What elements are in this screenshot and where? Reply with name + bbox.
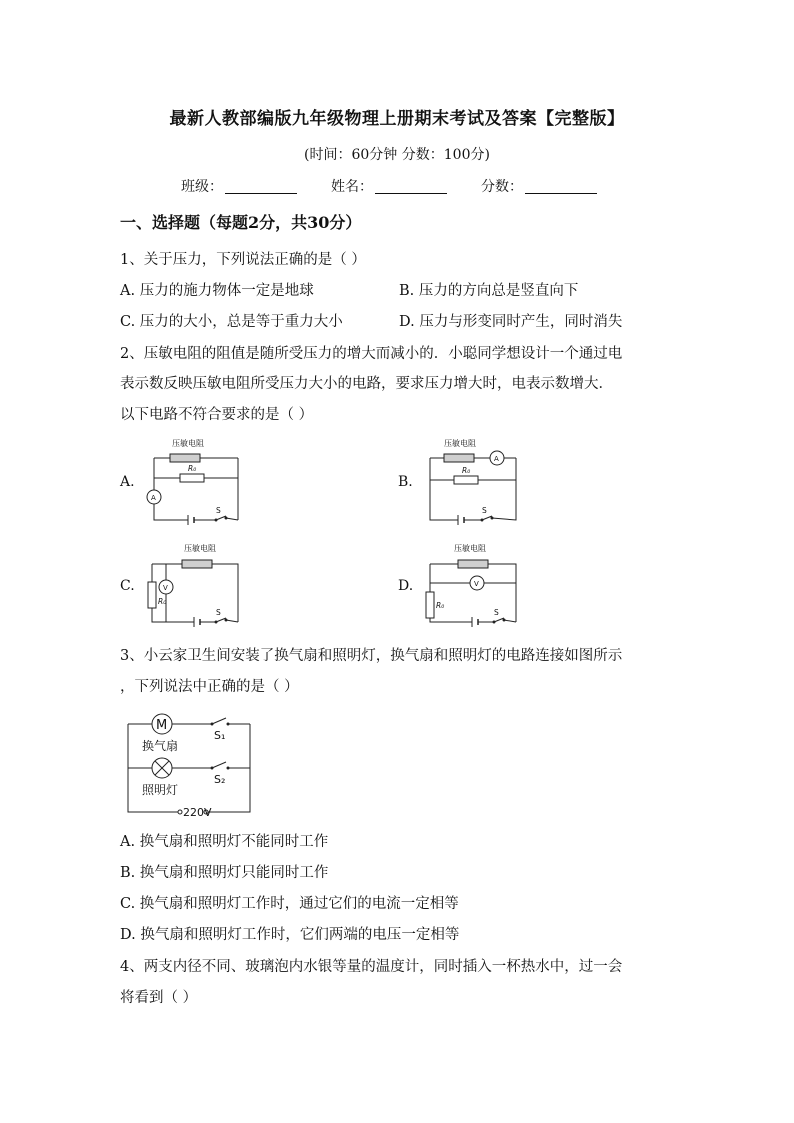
q2-line-3: 以下电路不符合要求的是（ ）	[120, 407, 314, 423]
q4-line-1: 4、两支内径不同、玻璃泡内水银等量的温度计，同时插入一杯热水中，过一会	[120, 959, 623, 975]
circuit-c-switch-label: S	[216, 608, 221, 617]
q3-option-b: B. 换气扇和照明灯只能同时工作	[120, 865, 329, 881]
circuit-d-voltmeter-label: V	[474, 580, 479, 588]
circuit-b-diagram	[418, 432, 528, 527]
circuit-b-sensor-label: 压敏电阻	[444, 439, 476, 448]
circuit-a-diagram	[140, 432, 250, 527]
score-label: 分数：	[481, 179, 523, 195]
q3-option-a: A. 换气扇和照明灯不能同时工作	[120, 834, 329, 850]
q3-motor-label: M	[156, 718, 168, 733]
name-field[interactable]	[375, 179, 447, 194]
name-label: 姓名：	[331, 179, 373, 195]
circuit-a-sensor-label: 压敏电阻	[172, 439, 204, 448]
circuit-a-ammeter-label: A	[151, 494, 156, 502]
circuit-d-sensor-label: 压敏电阻	[454, 544, 486, 553]
q3-s1-label: S₁	[214, 729, 226, 742]
q2-option-a-label: A.	[120, 474, 135, 490]
q3-line-2: ，下列说法中正确的是（ ）	[120, 679, 299, 695]
q1-option-a: A. 压力的施力物体一定是地球	[120, 283, 314, 299]
circuit-b-r0-label: R₀	[462, 466, 471, 475]
q3-option-d: D. 换气扇和照明灯工作时，它们两端的电压一定相等	[120, 927, 460, 943]
q2-line-1: 2、压敏电阻的阻值是随所受压力的增大而减小的．小聪同学想设计一个通过电	[120, 346, 623, 362]
circuit-d-r0-label: R₀	[436, 601, 445, 610]
q2-line-2: 表示数反映压敏电阻所受压力大小的电路，要求压力增大时，电表示数增大．	[120, 376, 613, 392]
circuit-c-voltmeter-label: V	[163, 584, 168, 592]
circuit-c-r0-label: R₀	[158, 597, 167, 606]
q2-option-b-label: B.	[398, 474, 413, 490]
q3-line-1: 3、小云家卫生间安装了换气扇和照明灯，换气扇和照明灯的电路连接如图所示	[120, 648, 623, 664]
circuit-c-sensor-label: 压敏电阻	[184, 544, 216, 553]
score-field[interactable]	[525, 179, 597, 194]
q2-option-d-label: D.	[398, 578, 414, 594]
page-title: 最新人教部编版九年级物理上册期末考试及答案【完整版】	[169, 109, 625, 129]
circuit-c-diagram	[140, 538, 250, 630]
q1-option-c: C. 压力的大小，总是等于重力大小	[120, 314, 343, 330]
section-title: 一、选择题（每题2分，共30分）	[120, 213, 362, 232]
q4-line-2: 将看到（ ）	[120, 990, 198, 1006]
student-info-row	[181, 176, 597, 196]
class-field[interactable]	[225, 179, 297, 194]
q3-circuit-diagram	[118, 708, 258, 820]
q3-lamp-label: 照明灯	[142, 783, 179, 797]
circuit-d-diagram	[418, 538, 528, 630]
q1-option-b: B. 压力的方向总是竖直向下	[399, 283, 579, 299]
q3-s2-label: S₂	[214, 773, 226, 786]
exam-meta: (时间：60分钟 分数：100分)	[304, 147, 490, 163]
class-label: 班级：	[181, 179, 223, 195]
q3-fan-label: 换气扇	[142, 739, 179, 753]
q1-stem: 1、关于压力，下列说法正确的是（ ）	[120, 252, 366, 268]
circuit-d-switch-label: S	[494, 608, 499, 617]
q1-option-d: D. 压力与形变同时产生，同时消失	[399, 314, 623, 330]
q2-option-c-label: C.	[120, 578, 135, 594]
q3-option-c: C. 换气扇和照明灯工作时，通过它们的电流一定相等	[120, 896, 459, 912]
circuit-b-ammeter-label: A	[494, 455, 499, 463]
circuit-a-switch-label: S	[216, 506, 221, 515]
circuit-a-r0-label: R₀	[188, 464, 197, 473]
circuit-b-switch-label: S	[482, 506, 487, 515]
q3-voltage-label: 220V	[183, 806, 212, 819]
